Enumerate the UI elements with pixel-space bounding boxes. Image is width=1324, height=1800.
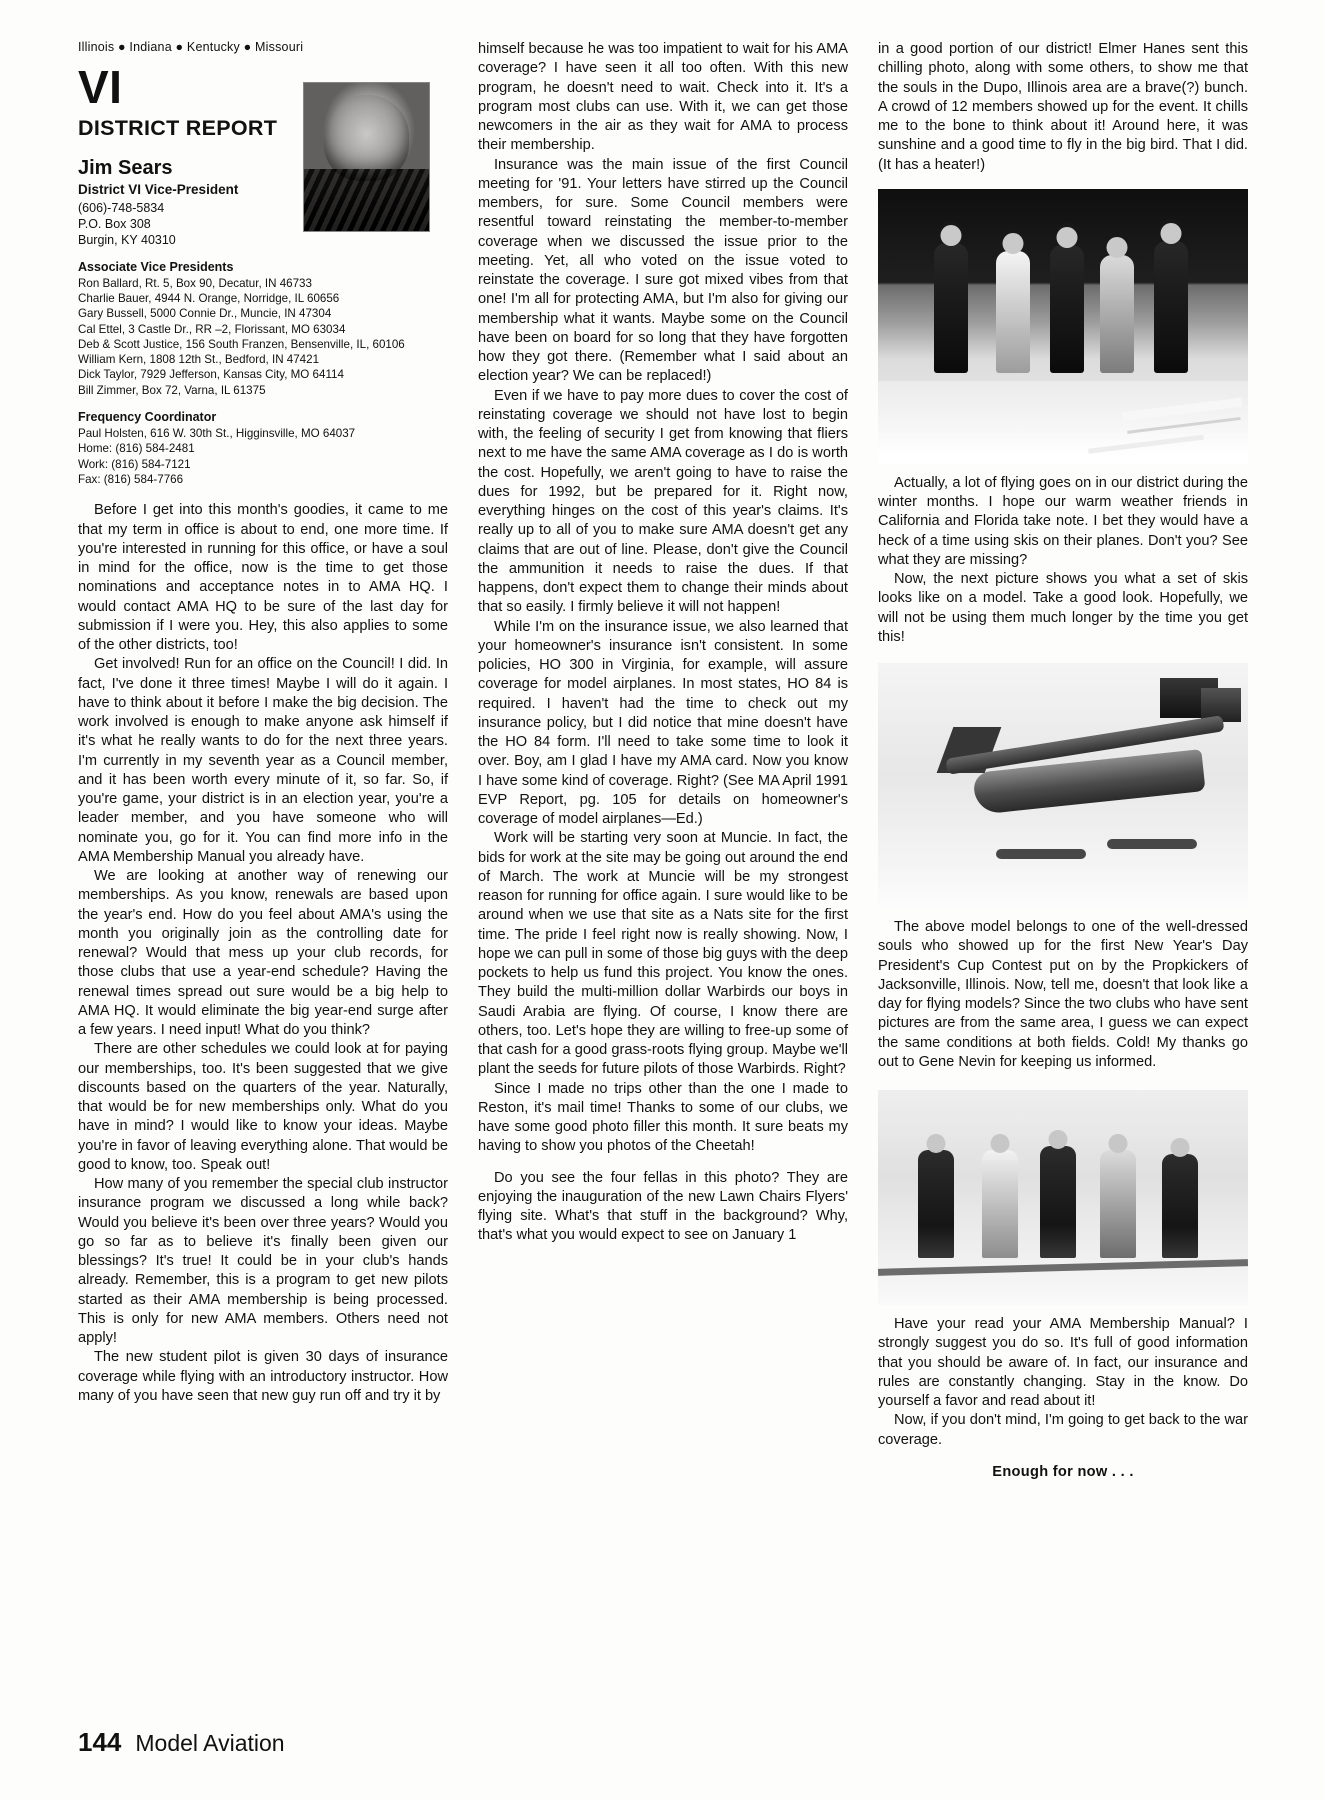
- masthead: [78, 61, 448, 248]
- body-paragraph: Get involved! Run for an office on the Council! I did. In fact, I've done it three times! Maybe I will do it again. I have to think about it before I make the big decision. The work involved is enough to make anyone ask himself if it's what he really wants to do for the next three years. I'm currently in my seventh year as a Council member, and it has been worth every minute of it, so far. So, if you're game, your district is in an election year, you're a leader member, and you have someone who will nominate you, go for it. You can find more info in the AMA Membership Manual you already have.: [78, 656, 448, 865]
- associate-vps-heading: Associate Vice Presidents: [78, 259, 234, 274]
- author-city: Burgin, KY 40310: [78, 232, 176, 247]
- photo-model-plane-on-skis: [878, 663, 1248, 908]
- column-three: [878, 40, 1248, 1680]
- column-one: [78, 40, 448, 1680]
- author-name: Jim Sears: [78, 156, 173, 179]
- list-item: Cal Ettel, 3 Castle Dr., RR –2, Florissant, MO 63034: [78, 322, 346, 336]
- associate-vps-list: [78, 276, 448, 398]
- author-po-box: P.O. Box 308: [78, 216, 151, 231]
- airplane-ski: [996, 849, 1086, 859]
- body-paragraph: The new student pilot is given 30 days of insurance coverage while flying with an introductory instructor. How many of you have seen that new guy run off and try it by: [78, 1349, 448, 1404]
- photo-caption: Now, the next picture shows you what a set of skis looks like on a model. Take a good look. Hopefully, we will not be using them much longer by the time you get this!: [878, 571, 1248, 645]
- photo-five-people-in-snow: [878, 1090, 1248, 1305]
- person-figure: [934, 243, 968, 373]
- person-figure: [1050, 245, 1084, 373]
- page-footer: [78, 1727, 285, 1758]
- list-item: Work: (816) 584-7121: [78, 457, 191, 471]
- airplane-ski: [1107, 839, 1197, 849]
- snow-strip: [878, 1259, 1248, 1276]
- person-figure: [982, 1150, 1018, 1258]
- magazine-name: Model Aviation: [135, 1730, 285, 1756]
- photo-caption: Actually, a lot of flying goes on in our district during the winter months. I hope our warm weather friends in California and Florida take note. I bet they would have a heck of a time using skis on their planes. Don't you? See what they are missing?: [878, 474, 1248, 568]
- body-paragraph: in a good portion of our district! Elmer Hanes sent this chilling photo, along with some others, to show me that the souls in the Dupo, Illinois area are a brave(?) bunch. A crowd of 12 members showed up for the event. It chills me to the bone to think about it! Around here, it was sunshine and a good time to fly in the big bird. That I did. (It has a heater!): [878, 41, 1248, 173]
- frequency-coordinator-details: [78, 426, 448, 487]
- list-item: Home: (816) 584-2481: [78, 442, 195, 456]
- body-paragraph: We are looking at another way of renewing our memberships. As you know, renewals are based upon the year's end. How do you feel about AMA's using the month you originally join as the controlling date for renewal? Would that mess up your club records, for those clubs that use a year-end schedule? Having the renewal times spread out sure would be a big help to AMA HQ. It would eliminate the big year-end surge after a few years. I need input! What do you think?: [78, 868, 448, 1038]
- photo-caption: Have your read your AMA Membership Manual? I strongly suggest you do so. It's full of good information that you should be aware of. In fact, our insurance and rules are constantly changing. Stay in the know. Do yourself a favor and read about it!: [878, 1316, 1248, 1409]
- author-phone: (606)-748-5834: [78, 200, 165, 215]
- list-item: Fax: (816) 584-7766: [78, 472, 184, 486]
- list-item: Deb & Scott Justice, 156 South Franzen, Bensenville, IL, 60106: [78, 337, 405, 351]
- page-number: 144: [78, 1727, 122, 1757]
- person-figure: [1040, 1146, 1076, 1258]
- body-paragraph: Work will be starting very soon at Muncie. In fact, the bids for work at the site may be going out around the end of March. The work at Muncie will be my strongest reason for running for office again. I sure would like to be around when we use that site as a Nats site for the first time. The pride I feel right now is really showing. Now, I hope we can pull in some of those big guys with the deep pockets to help us fund this project. You know the ones. They build the multi-million dollar Warbirds our boys in Saudi Arabia are flying. Of course, I know there are others, too. Let's hope they are willing to free-up some of that cash for a good grass-roots flying group. Maybe we'll plant the seeds for future pilots of those Warbirds. Right?: [478, 830, 848, 1078]
- photo-caption: The above model belongs to one of the well-dressed souls who showed up for the first New Year's Day President's Cup Contest put on by the Propkickers of Jacksonville, Illinois. Now, tell me, doesn't that look like a day for flying models? Since the two clubs who have sent pictures are from the same area, I guess we can expect the same conditions at both fields. Cold! My thanks go out to Gene Nevin for keeping us informed.: [878, 919, 1248, 1070]
- body-paragraph: himself because he was too impatient to wait for his AMA coverage? I have seen it all too often. With this new program, he doesn't need to wait. Check into it. It's a program most clubs can use. With it, we can get those newcomers in the air as they wait for AMA to process their membership.: [478, 41, 848, 154]
- states-list: Illinois ● Indiana ● Kentucky ● Missouri: [78, 40, 304, 54]
- list-item: Ron Ballard, Rt. 5, Box 90, Decatur, IN 46733: [78, 276, 312, 290]
- list-item: Dick Taylor, 7929 Jefferson, Kansas City, MO 64114: [78, 368, 344, 382]
- person-figure: [1100, 255, 1134, 373]
- page-title: DISTRICT REPORT: [78, 115, 278, 140]
- author-title: District VI Vice-President: [78, 181, 239, 197]
- person-figure: [1154, 241, 1188, 373]
- list-item: William Kern, 1808 12th St., Bedford, IN 47421: [78, 353, 320, 367]
- snow-ground: [878, 381, 1248, 464]
- body-paragraph: While I'm on the insurance issue, we also learned that your homeowner's insurance isn't consistent. In some policies, HO 300 in Virginia, for example, will assure coverage for model airplanes. In most states, HO 84 is required. I haven't had the time to check out my insurance policy, but I did notice that mine doesn't have the HO 84 form. I'll need to take some time to look it over. Boy, am I glad I have my AMA card. Now you know I have some kind of coverage. Right? (See MA April 1991 EVP Report, pg. 105 for details on homeowner's coverage of model airplanes—Ed.): [478, 618, 848, 827]
- body-paragraph: How many of you remember the special club instructor insurance program we discussed a long while back? Would you believe it's been over three years? Would you go so far as to believe it's finally been given our blessings? It's true! It could be in your club's hands already. Remember, this is a program to get new pilots started as their AMA membership is being processed. This is only for new AMA members. Others need not apply!: [78, 1176, 448, 1346]
- photo-group-at-snowy-field: [878, 189, 1248, 464]
- body-paragraph: Insurance was the main issue of the first Council meeting for '91. Your letters have stirred up the Council members, for sure. Some Council members were resentful toward reinstating the member-to-member coverage when we discussed the issue prior to the meeting. Yet, all who voted on the issue voted to reinstate the coverage. I sure got mixed vibes from that one! I'm all for protecting AMA, but I'm also for giving our membership what it wants. Maybe some on the Council have been on board for so long that they have forgotten how they got there. (Remember what I said about an election year? We can be replaced!): [478, 156, 848, 385]
- article-columns: [78, 40, 1248, 1680]
- masthead-text: [78, 61, 293, 248]
- list-item: Charlie Bauer, 4944 N. Orange, Norridge, IL 60656: [78, 291, 340, 305]
- person-figure: [1162, 1154, 1198, 1258]
- body-paragraph: Do you see the four fellas in this photo? They are enjoying the inauguration of the new Lawn Chairs Flyers' flying site. What's that stuff in the background? Why, that's what you would expect to see on January 1: [478, 1169, 848, 1244]
- author-portrait-photo: [303, 82, 430, 232]
- person-figure: [1100, 1150, 1136, 1258]
- person-figure: [996, 251, 1030, 373]
- body-paragraph: There are other schedules we could look at for paying our memberships, too. It's been suggested that we give discounts based on the quarters of the year. Naturally, that would be for new memberships only. What do you have in mind? I would like to know your ideas. Maybe you're in favor of leaving everything alone. That would be good to know, too. Speak out!: [78, 1041, 448, 1173]
- list-item: Bill Zimmer, Box 72, Varna, IL 61375: [78, 383, 266, 397]
- body-paragraph: Even if we have to pay more dues to cover the cost of reinstating coverage we should not have lost to begin with, the feeling of security I get from knowing that fliers next to me have the same AMA coverage as I do is worth the cost. Hopefully, we aren't going to have to raise the dues for 1992, but be prepared for it. Right now, everything hinges on the cost of this year's claims. It's really up to all of you to make sure AMA doesn't get any claims that are out of line. Please, don't give the Council the ammunition it needs to raise the dues. If that happens, don't expect them to change their minds about that so easily. I firmly believe it will not happen!: [478, 387, 848, 616]
- list-item: Gary Bussell, 5000 Connie Dr., Muncie, IN 47304: [78, 307, 332, 321]
- frequency-coordinator-heading: Frequency Coordinator: [78, 410, 217, 425]
- column-two: [478, 40, 848, 1680]
- body-paragraph: Since I made no trips other than the one I made to Reston, it's mail time! Thanks to some of our clubs, we have some good photo filler this month. It sure beats my having to show you photos of the Cheetah!: [478, 1080, 848, 1155]
- body-paragraph: Before I get into this month's goodies, it came to me that my term in office is about to end, one more time. If you're interested in running for this office, or have a soul in mind for the office, now is the time to get those nominations and acceptance notes in to AMA HQ. I would contact AMA HQ to be sure of the last day for submission if I were you. Hey, this also applies to some of the other districts, too!: [78, 502, 448, 653]
- district-number: VI: [78, 61, 123, 113]
- person-figure: [918, 1150, 954, 1258]
- list-item: Paul Holsten, 616 W. 30th St., Higginsville, MO 64037: [78, 427, 356, 441]
- signoff: Enough for now . . .: [992, 1463, 1134, 1480]
- photo-caption: Now, if you don't mind, I'm going to get back to the war coverage.: [878, 1412, 1248, 1448]
